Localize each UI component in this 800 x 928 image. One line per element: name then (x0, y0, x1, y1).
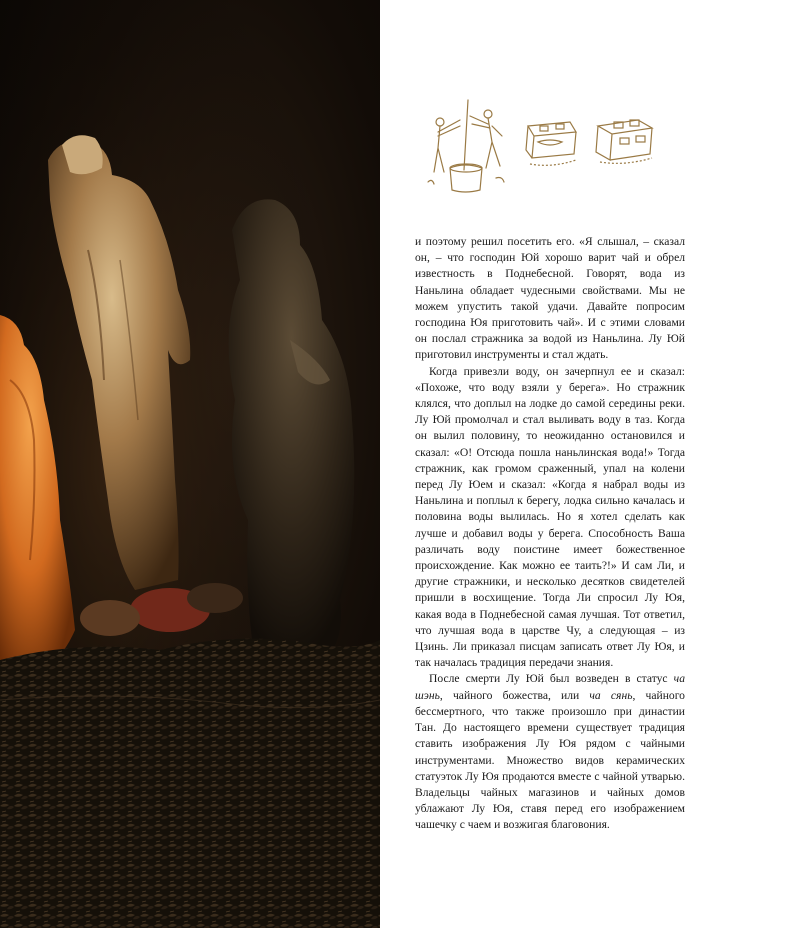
article-paragraph-2: Когда привезли воду, он зачерпнул ее и сказал: «Похоже, что воду взяли у берега». Но стражник клялся, что доплыл на лодке до самой середины реки. Лу Юй промолчал и стал выливать воду в таз. Когда он вылил половину, то неожиданно остановился и сказал: «О! Отсюда пошла наньлинская вода!» Тогда стражник, как громом сраженный, упал на колени перед Лу Юем и сказал: «Когда я набрал воды из Наньлина и поплыл к берегу, лодка сильно качалась и половина воды вылилась. Но я хотел сделать как лучше и добавил воды у берега. Способность Ваша различать воду поистине имеет божественное происхождение. Как можно ее таить?!» И сам Ли, и другие стражники, и несколько десятков свидетелей пришли в восхищение. Тогда Ли спросил Лу Юя, какая вода в Поднебесной самая лучшая. Тот ответил, что лучшая вода в царстве Чу, а следующая – из Цзинь. Ли приказал писцам записать ответ Лу Юя, и так началась традиция передачи знания. (415, 364, 685, 670)
jade-figurines-photo (0, 0, 380, 928)
term-cha-shen: ча шэнь (415, 672, 685, 702)
paragraph-3-text-c: , чайного бессмертного, что также произошло при династии Тан. До настоящего времени существует традиция ставить изображения Лу Юя рядом с чайными инструментами. Множество видов керамических статуэток Лу Юя продаются вместе с чайной утварью. Владельцы чайных магазинов и чайных домов ублажают Лу Юя, ставя перед его изображением чашечку с чаем и возжигая благовония. (415, 688, 685, 832)
paragraph-3-text-a: После смерти Лу Юй был возведен в статус (429, 672, 674, 686)
tea-production-illustrations (420, 98, 680, 198)
tea-brick-icon (596, 120, 652, 163)
article-paragraph-3 (415, 671, 685, 833)
tea-brick-press-icon (526, 122, 576, 165)
tea-pounding-workers-icon (428, 100, 504, 192)
jade-figurines-on-tea-leaves-icon (0, 0, 380, 928)
term-cha-syan: ча сянь (589, 688, 633, 702)
article-paragraph-1: и поэтому решил посетить его. «Я слышал, – сказал он, – что господин Юй хорошо варит чай и обрел известность в Поднебесной. Говорят, вода из Наньлина обладает чудесными свойствами. Мы не можем упустить такой удачи. Давайте попросим господина Юя приготовить чай». И с этими словами он послал стражника за водой из Наньлина. Лу Юй приготовил инструменты и стал ждать. (415, 235, 685, 362)
article-text (415, 234, 685, 834)
paragraph-3-text-b: , чайного божества, или (439, 688, 590, 702)
